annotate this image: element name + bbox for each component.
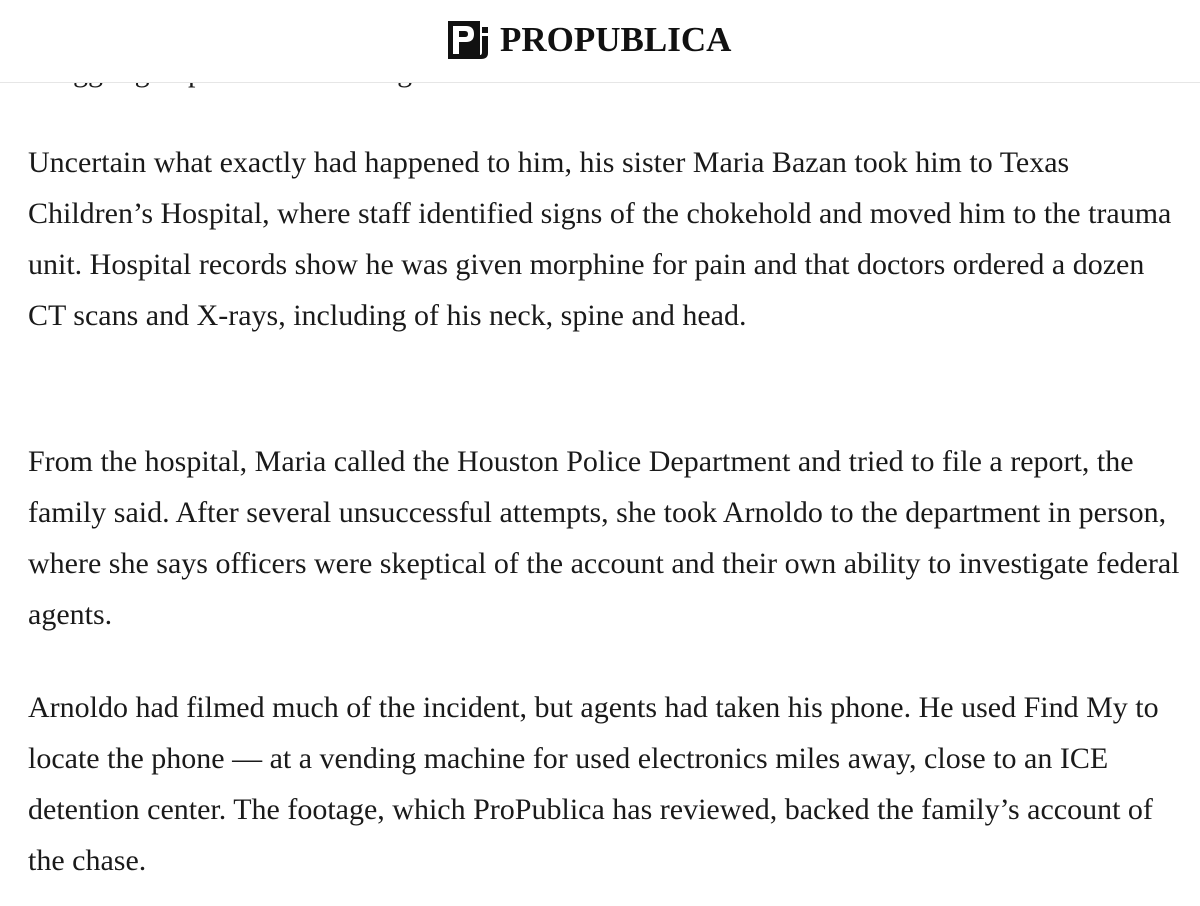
logo-wordmark: PROPUBLICA	[500, 20, 732, 59]
propublica-pj-logo-icon	[446, 20, 490, 60]
site-header	[0, 0, 1200, 83]
article-paragraph: From the hospital, Maria called the Houston Police Department and tried to file a report, the family said. After several unsuccessful attempts, she took Arnoldo to the department in person, where she says officers were skeptical of the account and their own ability to investigate federal agents.	[28, 445, 1180, 631]
article-paragraph: Uncertain what exactly had happened to him, his sister Maria Bazan took him to Texas Children’s Hospital, where staff identified signs of the chokehold and moved him to the trauma unit. Hospital records show he was given morphine for pain and that doctors ordered a dozen CT scans and X-rays, including of his neck, spine and head.	[28, 146, 1172, 332]
propublica-logo-link[interactable]	[446, 20, 731, 60]
article-body	[28, 0, 1188, 906]
article-paragraph: Arnoldo had filmed much of the incident, but agents had taken his phone. He used Find My to locate the phone — at a vending machine for used electronics miles away, close to an ICE detention center. The footage, which ProPublica has reviewed, backed the family’s account of the chase.	[28, 691, 1159, 877]
